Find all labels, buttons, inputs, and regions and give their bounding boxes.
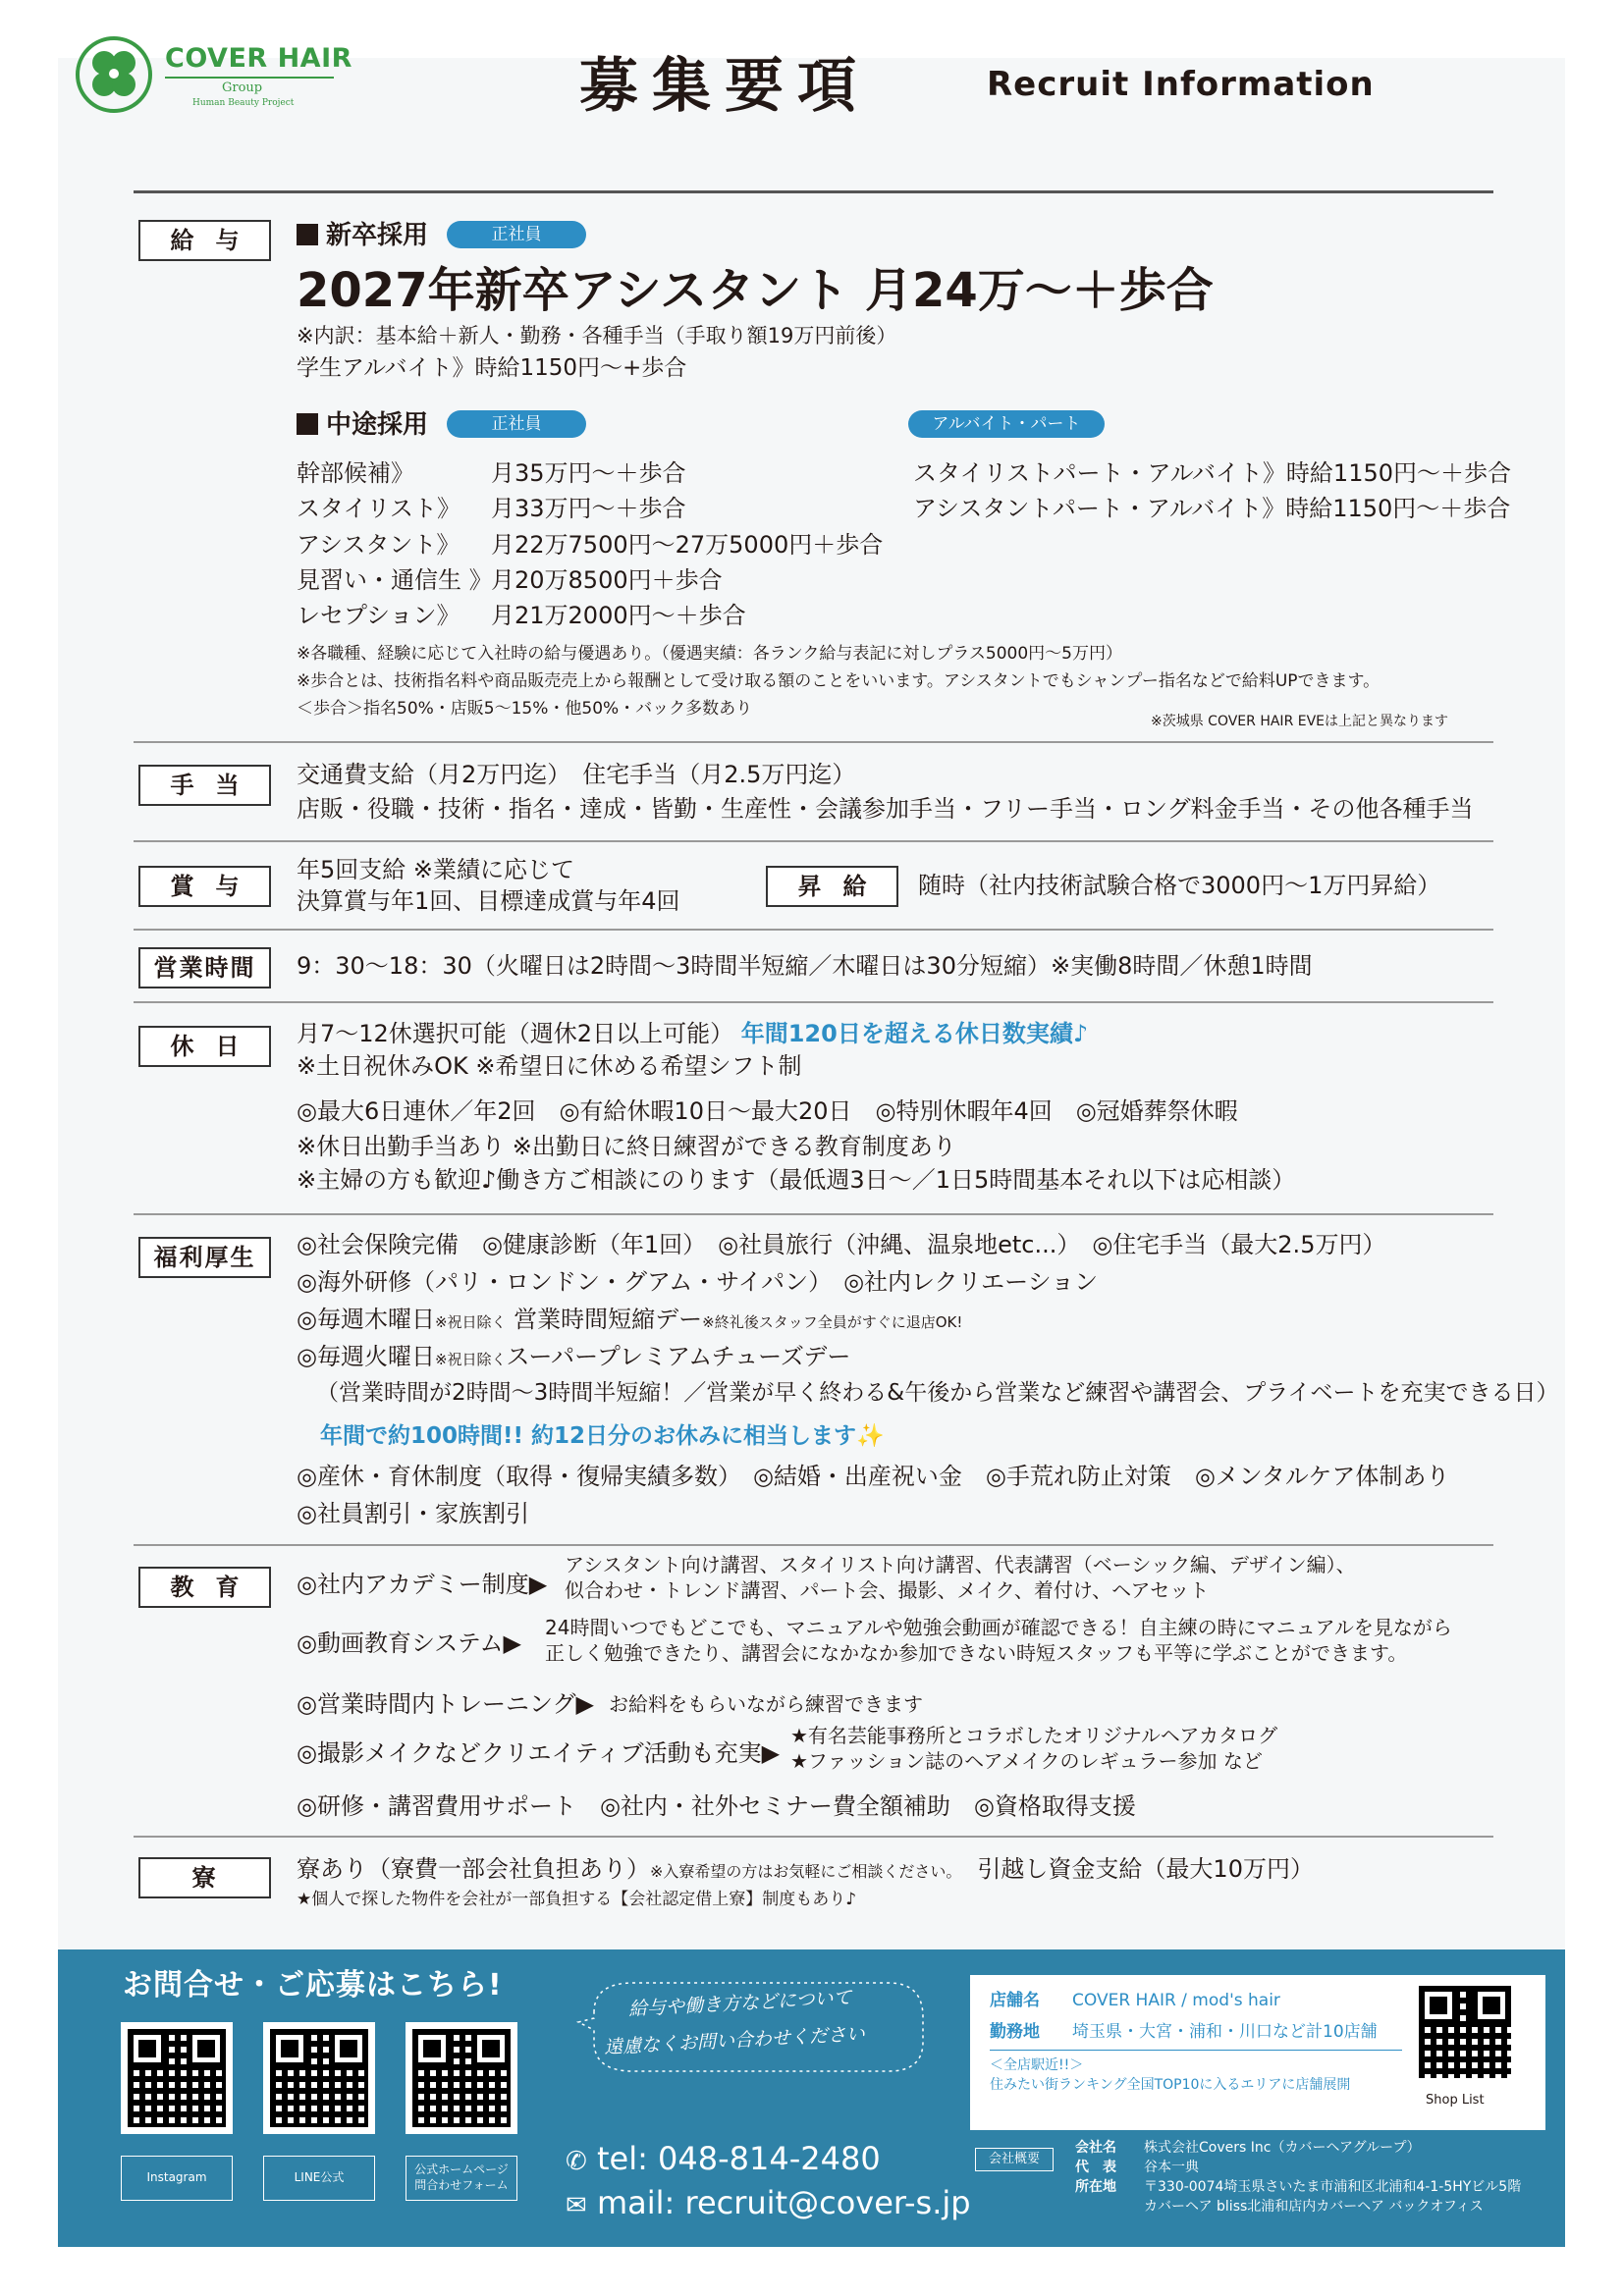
- edu-item-head: ◎社内アカデミー制度▶: [297, 1571, 548, 1598]
- salary-breakdown: ※内訳：基本給＋新人・勤務・各種手当（手取り額19万円前後）: [297, 324, 897, 347]
- logo-group: Group: [222, 80, 263, 95]
- role-pay: 月20万8500円＋歩合: [491, 566, 723, 594]
- contact-heading: お問合せ・ご応募はこちら!: [123, 1968, 503, 2002]
- holidays-line5: ※主婦の方も歓迎♪働き方ご相談にのります（最低週3日～／1日5時間基本それ以下は応相談）: [297, 1166, 1296, 1194]
- label-raise: 昇給: [766, 866, 898, 907]
- part-role: スタイリストパート・アルバイト》時給1150円～＋歩合: [913, 459, 1511, 487]
- role-pay: 月22万7500円～27万5000円＋歩合: [491, 531, 884, 559]
- welfare-line2: ◎海外研修（パリ・ロンドン・グアム・サイパン） ◎社内レクリエーション: [297, 1268, 1099, 1296]
- company-key: 所在地: [1075, 2179, 1116, 2195]
- phone-icon: ✆: [566, 2147, 587, 2176]
- company-value: 谷本一典: [1144, 2160, 1199, 2175]
- page-title: 募集要項: [579, 52, 870, 121]
- label-holidays: 休日: [138, 1026, 271, 1067]
- company-address-2: カバーヘア bliss北浦和店内カバーヘア バックオフィス: [1144, 2199, 1484, 2215]
- logo-subtitle: Human Beauty Project: [192, 98, 295, 108]
- pill-parttime: アルバイト・パート: [908, 410, 1105, 438]
- label-allowance: 手当: [138, 765, 271, 806]
- allowance-line2: 店販・役職・技術・指名・達成・皆勤・生産性・会議参加手当・フリー手当・ロング料金手当・その他各種手当: [297, 795, 1474, 823]
- company-key: 会社名: [1075, 2140, 1116, 2156]
- holidays-line2: ※土日祝休みOK ※希望日に休める希望シフト制: [297, 1052, 802, 1080]
- section-divider: [134, 1001, 1493, 1003]
- label-bonus: 賞与: [138, 866, 271, 907]
- salary-note: ＜歩合＞指名50%・店販5～15%・他50%・バック多数あり: [297, 699, 753, 719]
- welfare-line8: ◎社員割引・家族割引: [297, 1500, 529, 1527]
- dorm-line1: 寮あり（寮費一部会社負担あり）※入寮希望の方はお気軽にご相談ください。 引越し資金支給（最大10万円）: [297, 1855, 1314, 1883]
- holidays-highlight: 年間120日を超える休日数実績♪: [740, 1020, 1089, 1047]
- role-name: 見習い・通信生 》: [297, 566, 493, 594]
- company-value: 株式会社Covers Inc（カバーヘアグループ）: [1144, 2140, 1421, 2156]
- edu-item-head: ◎撮影メイクなどクリエイティブ活動も充実▶: [297, 1739, 781, 1767]
- holidays-line1-text: 月7～12休選択可能（週休2日以上可能）: [297, 1020, 734, 1047]
- promo-line2: 住みたい街ランキング全国TOP10に入るエリアに店舗展開: [990, 2077, 1351, 2093]
- edu-item-desc: お給料をもらいながら練習できます: [609, 1692, 923, 1716]
- square-bullet-icon: [297, 224, 318, 245]
- qr-label-line: LINE公式: [263, 2156, 375, 2201]
- welfare-line4: ◎毎週火曜日※祝日除くスーパープレミアムチューズデー: [297, 1343, 851, 1370]
- welfare-line1: ◎社会保険完備 ◎健康診断（年1回） ◎社員旅行（沖縄、温泉地etc...） ◎住宅手当（最大2.5万円）: [297, 1231, 1386, 1258]
- label-education: 教育: [138, 1567, 271, 1608]
- raise-text: 随時（社内技術試験合格で3000円～1万円昇給）: [918, 872, 1441, 899]
- qr-instagram[interactable]: [121, 2022, 233, 2134]
- label-welfare: 福利厚生: [138, 1237, 271, 1278]
- pill-fulltime: 正社員: [447, 221, 586, 248]
- role-name: アシスタント》: [297, 531, 460, 559]
- new-grad-headline: 2027年新卒アシスタント 月24万～＋歩合: [297, 263, 1214, 318]
- welfare-line5: （営業時間が2時間～3時間半短縮！／営業が早く終わる&午後から営業など練習や講習会、プライベートを充実できる日）: [316, 1380, 1559, 1406]
- page-title-en: Recruit Information: [987, 65, 1375, 104]
- salary-note-ibaraki: ※茨城県 COVER HAIR EVEは上記と異なります: [1151, 714, 1449, 729]
- edu-item-head: ◎動画教育システム▶: [297, 1629, 521, 1657]
- qr-shop-list[interactable]: [1416, 1983, 1514, 2081]
- qr-label-instagram: Instagram: [121, 2156, 233, 2201]
- store-divider: [990, 2050, 1402, 2051]
- logo-divider: [165, 77, 334, 79]
- section-divider: [134, 1544, 1493, 1546]
- role-pay: 月21万2000円～＋歩合: [491, 602, 746, 629]
- edu-item-desc: ★ファッション誌のヘアメイクのレギュラー参加 など: [790, 1749, 1263, 1773]
- edu-last: ◎研修・講習費用サポート ◎社内・社外セミナー費全額補助 ◎資格取得支援: [297, 1792, 1136, 1820]
- student-parttime: 学生アルバイト》時給1150円～+歩合: [297, 355, 687, 381]
- logo-name: COVER HAIR: [165, 43, 352, 74]
- section-divider: [134, 1213, 1493, 1215]
- label-salary: 給与: [138, 220, 271, 261]
- store-value: COVER HAIR / mod's hair: [1072, 1991, 1280, 2010]
- holidays-line3: ◎最大6日連休／年2回 ◎有給休暇10日～最大20日 ◎特別休暇年4回 ◎冠婚葬祭休暇: [297, 1097, 1238, 1125]
- role-name: レセプション》: [297, 602, 460, 629]
- label-dorm: 寮: [138, 1857, 271, 1898]
- bonus-line1: 年5回支給 ※業績に応じて: [297, 856, 575, 883]
- section-divider: [134, 929, 1493, 931]
- edu-item-desc: 似合わせ・トレンド講習、パート会、撮影、メイク、着付け、ヘアセット: [565, 1578, 1210, 1602]
- allowance-line1: 交通費支給（月2万円迄） 住宅手当（月2.5万円迄）: [297, 761, 856, 788]
- part-role: アシスタントパート・アルバイト》時給1150円～＋歩合: [913, 495, 1511, 522]
- holidays-line4: ※休日出勤手当あり ※出勤日に終日練習ができる教育制度あり: [297, 1133, 956, 1160]
- company-key: 代 表: [1075, 2160, 1116, 2175]
- welfare-line3: ◎毎週木曜日※祝日除く 営業時間短縮デー※終礼後スタッフ全員がすぐに退店OK!: [297, 1306, 963, 1333]
- pill-fulltime-midcareer: 正社員: [447, 410, 586, 438]
- role-pay: 月33万円～＋歩合: [491, 495, 686, 522]
- edu-item-desc: 正しく勉強できたり、講習会になかなか参加できない時短スタッフも平等に学ぶことができます。: [545, 1641, 1408, 1665]
- holidays-line1: [297, 1020, 1088, 1048]
- salary-note: ※各職種、経験に応じて入社時の給与優遇あり。（優遇実績：各ランク給与表記に対しプラス5000円～5万円）: [297, 644, 1122, 664]
- label-hours: 営業時間: [138, 947, 271, 988]
- role-pay: 月35万円～＋歩合: [491, 459, 686, 487]
- bonus-line2: 決算賞与年1回、目標達成賞与年4回: [297, 887, 680, 915]
- role-name: スタイリスト》: [297, 495, 461, 522]
- handwritten-line2: 遠慮なくお問い合わせください: [603, 2023, 866, 2058]
- clover-icon: [75, 35, 153, 114]
- cover-hair-logo: [75, 35, 352, 118]
- contact-tel[interactable]: ✆ tel: 048-814-2480: [566, 2140, 881, 2177]
- midcareer-heading: 中途採用: [297, 410, 428, 441]
- section-divider: [134, 1836, 1493, 1838]
- promo-line1: ＜全店駅近!!＞: [990, 2057, 1084, 2073]
- edu-item-desc: ★有名芸能事務所とコラボしたオリジナルヘアカタログ: [790, 1724, 1278, 1747]
- hours-text: 9：30～18：30（火曜日は2時間～3時間半短縮／木曜日は30分短縮）※実働8時間／休憩1時間: [297, 952, 1313, 980]
- section-divider: [134, 741, 1493, 743]
- edu-item-head: ◎営業時間内トレーニング▶: [297, 1690, 594, 1718]
- qr-line[interactable]: [263, 2022, 375, 2134]
- square-bullet-icon: [297, 413, 318, 435]
- title-rule: [134, 190, 1493, 193]
- work-value: 埼玉県・大宮・浦和・川口など計10店舗: [1072, 2022, 1378, 2042]
- contact-mail[interactable]: ✉ mail: recruit@cover-s.jp: [566, 2184, 971, 2221]
- qr-website[interactable]: [406, 2022, 517, 2134]
- handwritten-line1: 給与や働き方などについて: [627, 1987, 853, 2020]
- mail-icon: ✉: [566, 2191, 587, 2220]
- work-label: 勤務地: [990, 2022, 1040, 2042]
- company-value: 〒330-0074埼玉県さいたま市浦和区北浦和4-1-5HYビル5階: [1144, 2179, 1522, 2195]
- role-name: 幹部候補》: [297, 459, 414, 487]
- company-tag: 会社概要: [975, 2148, 1054, 2171]
- welfare-highlight: 年間で約100時間!! 約12日分のお休みに相当します✨: [320, 1423, 885, 1449]
- edu-item-desc: アシスタント向け講習、スタイリスト向け講習、代表講習（ベーシック編、デザイン編）、: [565, 1553, 1356, 1576]
- dorm-line2: ★個人で探した物件を会社が一部負担する【会社認定借上寮】制度もあり♪: [297, 1890, 857, 1909]
- new-grad-heading: 新卒採用: [297, 221, 428, 251]
- qr-label-website: 公式ホームページ 問合わせフォーム: [406, 2156, 517, 2201]
- store-label: 店舗名: [990, 1991, 1040, 2010]
- shop-list-label: Shop List: [1426, 2093, 1485, 2108]
- salary-note: ※歩合とは、技術指名料や商品販売売上から報酬として受け取る額のことをいいます。アシスタントでもシャンプー指名などで給料UPできます。: [297, 671, 1380, 691]
- section-divider: [134, 840, 1493, 842]
- speech-bubble-icon: [574, 1973, 938, 2081]
- edu-item-desc: 24時間いつでもどこでも、マニュアルや勉強会動画が確認できる！自主練の時にマニュアルを見ながら: [545, 1616, 1452, 1639]
- welfare-line7: ◎産休・育休制度（取得・復帰実績多数） ◎結婚・出産祝い金 ◎手荒れ防止対策 ◎メンタルケア体制あり: [297, 1463, 1450, 1490]
